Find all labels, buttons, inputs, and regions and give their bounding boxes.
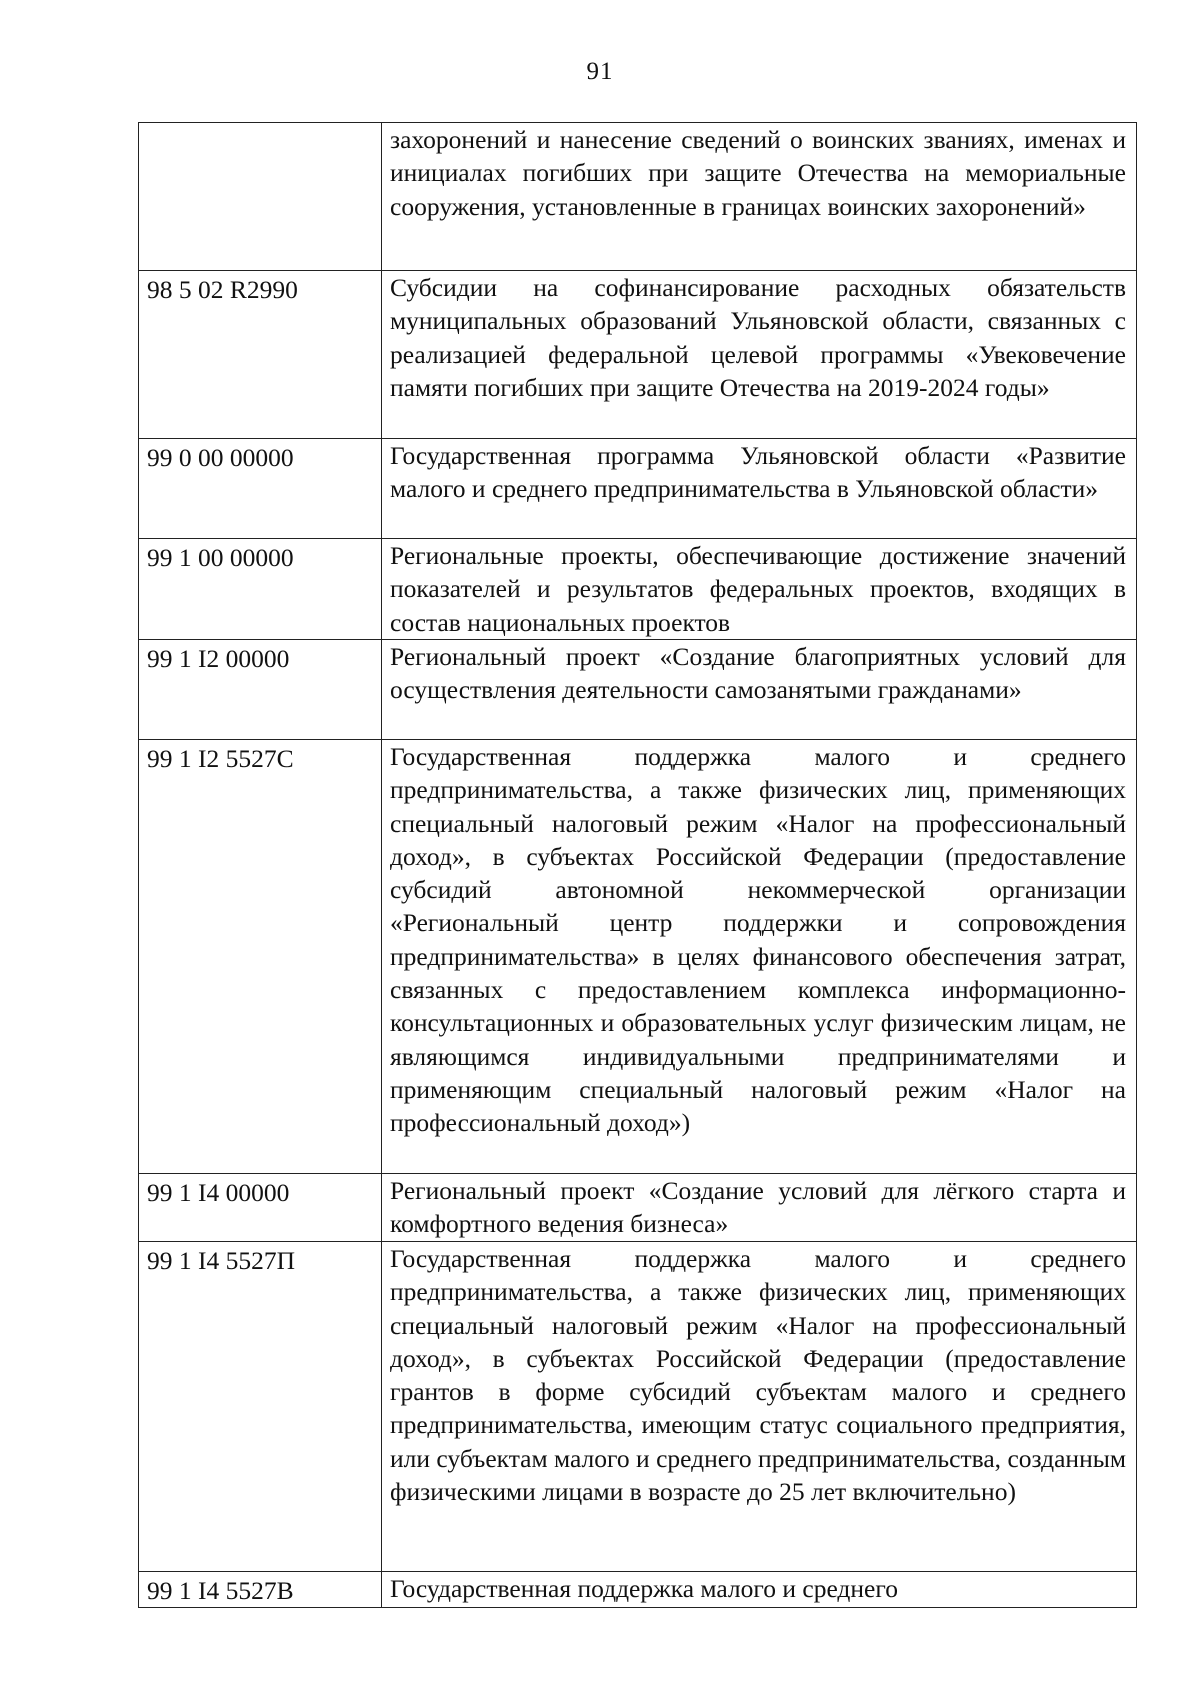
budget-codes-table [138,122,1137,1608]
description-cell: Субсидии на софинансирование расходных обязательств муниципальных образований Ульяновской области, связанных с реализацией федеральной целевой программы «Увековечение памяти погибших при защите Отечества на 2019-2024 годы» [382,271,1137,439]
table-row [139,1174,1137,1242]
table-row [139,640,1137,740]
table-row [139,123,1137,271]
code-cell: 98 5 02 R2990 [139,271,382,439]
description-cell: Государственная поддержка малого и среднего предпринимательства, а также физических лиц, применяющих специальный налоговый режим «Налог на профессиональный доход», в субъектах Российской Федерации (предоставление грантов в форме субсидий субъектам малого и среднего предпринимательства, имеющим статус социального предприятия, или субъектам малого и среднего предпринимательства, созданным физическими лицами в возрасте до 25 лет включительно) [382,1242,1137,1572]
description-cell: Региональный проект «Создание благоприятных условий для осуществления деятельности самозанятыми гражданами» [382,640,1137,740]
table-row [139,539,1137,640]
table-row [139,1572,1137,1608]
code-cell: 99 0 00 00000 [139,439,382,539]
code-cell: 99 1 I4 5527П [139,1242,382,1572]
code-cell: 99 1 I4 5527В [139,1572,382,1608]
table-row [139,740,1137,1174]
description-cell: Региональные проекты, обеспечивающие достижение значений показателей и результатов федеральных проектов, входящих в состав национальных проектов [382,539,1137,640]
code-cell: 99 1 00 00000 [139,539,382,640]
code-cell: 99 1 I2 00000 [139,640,382,740]
description-cell: Государственная программа Ульяновской области «Развитие малого и среднего предпринимательства в Ульяновской области» [382,439,1137,539]
table-row [139,1242,1137,1572]
description-cell: Государственная поддержка малого и среднего предпринимательства, а также физических лиц, применяющих специальный налоговый режим «Налог на профессиональный доход», в субъектах Российской Федерации (предоставление субсидий автономной некоммерческой организации «Региональный центр поддержки и сопровождения предпринимательства» в целях финансового обеспечения затрат, связанных с предоставлением комплекса информационно-консультационных и образовательных услуг физическим лицам, не являющимся индивидуальными предпринимателями и применяющим специальный налоговый режим «Налог на профессиональный доход») [382,740,1137,1174]
code-cell: 99 1 I4 00000 [139,1174,382,1242]
code-cell: 99 1 I2 5527С [139,740,382,1174]
description-cell: Государственная поддержка малого и среднего [382,1572,1137,1608]
description-cell: Региональный проект «Создание условий для лёгкого старта и комфортного ведения бизнеса» [382,1174,1137,1242]
description-cell: захоронений и нанесение сведений о воинских званиях, именах и инициалах погибших при защите Отечества на мемориальные сооружения, установленные в границах воинских захоронений» [382,123,1137,271]
code-cell [139,123,382,271]
table-row [139,439,1137,539]
page-number: 91 [586,58,614,85]
table-row [139,271,1137,439]
